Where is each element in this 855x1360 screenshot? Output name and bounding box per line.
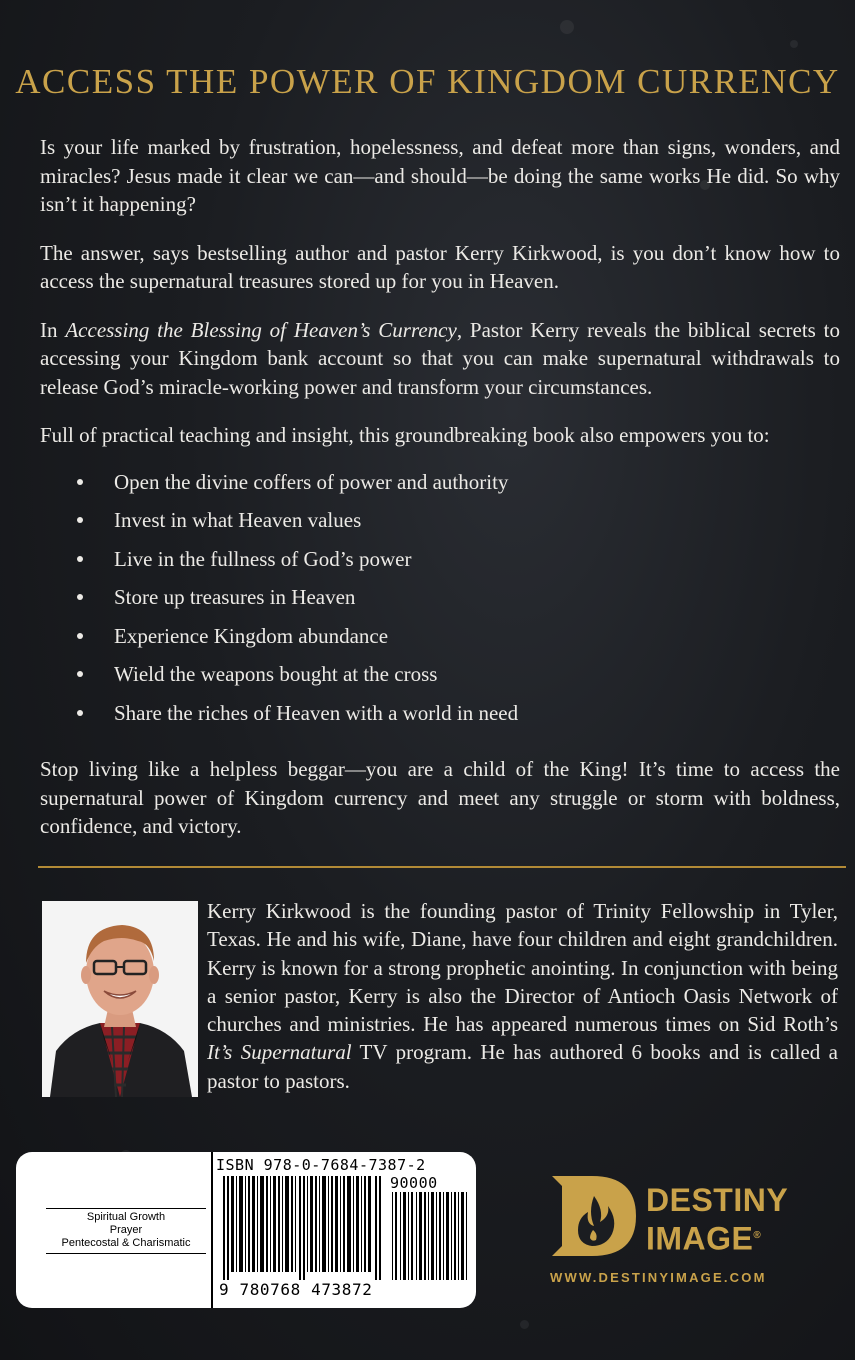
book-title: Accessing the Blessing of Heaven’s Currency xyxy=(65,317,457,342)
isbn-number: ISBN 978-0-7684-7387-2 xyxy=(216,1156,426,1174)
category-item: Prayer xyxy=(109,1224,143,1236)
tv-show-title: It’s Supernatural xyxy=(207,1040,352,1065)
benefit-list xyxy=(40,468,840,738)
bullet-icon xyxy=(77,710,83,716)
addon-barcode-icon xyxy=(392,1192,472,1280)
bio-text: Kerry Kirkwood is the founding pastor of Trinity Fellowship in Tyler, Texas. He and his wife, Diane, have four children and eight grandchildren. Kerry is known for a strong prophetic anointing. In conjunction with being a senior pastor, Kerry is also the Director of Antioch Oasis Network of churches and ministries. He has appeared numerous times on Sid Roth’s xyxy=(207,899,838,1037)
publisher-logo xyxy=(548,1172,828,1292)
bio-text-end: TV program. He has authored 6 books and is called a pastor to pastors. xyxy=(207,1040,838,1093)
bullet-icon xyxy=(77,671,83,677)
list-item xyxy=(40,545,840,584)
bokeh-dot xyxy=(560,20,574,34)
destiny-image-d-flame-icon xyxy=(548,1172,640,1260)
list-item xyxy=(40,468,840,507)
author-photo xyxy=(42,901,198,1097)
barcode-panel xyxy=(16,1152,476,1308)
ean-number: 9 780768 473872 xyxy=(219,1280,373,1299)
intro-paragraph-1: Is your life marked by frustration, hopelessness, and defeat more than signs, wonders, and miracles? Jesus made it clear we can—and should—be doing the same works He did. So why isn’t it happening? xyxy=(40,135,840,216)
list-item xyxy=(40,660,840,699)
intro-paragraph-4: Full of practical teaching and insight, this groundbreaking book also empowers you to: xyxy=(40,423,770,447)
category-item: Spiritual Growth xyxy=(86,1211,166,1223)
list-item xyxy=(40,622,840,661)
bullet-icon xyxy=(77,479,83,485)
intro-paragraph-3 xyxy=(40,316,840,402)
cover-heading: ACCESS THE POWER OF KINGDOM CURRENCY xyxy=(15,62,840,101)
closing-paragraph: Stop living like a helpless beggar—you are a child of the King! It’s time to access the supernatural power of Kingdom currency and meet any struggle or storm with boldness, confidence, and victory. xyxy=(40,757,840,838)
p3-rest: , Pastor Kerry reveals the biblical secrets to accessing your Kingdom bank account so that you can make supernatural withdrawals to release God’s miracle-working power and transform your circumstances. xyxy=(40,317,840,399)
list-item xyxy=(40,699,840,738)
price-code: 90000 xyxy=(390,1174,438,1192)
category-item: Pentecostal & Charismatic xyxy=(61,1237,191,1249)
list-item-text: Experience Kingdom abundance xyxy=(114,623,389,648)
bullet-icon xyxy=(77,556,83,562)
registered-mark: ® xyxy=(753,1230,762,1241)
bullet-icon xyxy=(77,517,83,523)
p3-prefix: In xyxy=(40,317,66,342)
description-block xyxy=(40,133,840,861)
author-bio xyxy=(207,897,838,1095)
list-item-text: Wield the weapons bought at the cross xyxy=(114,662,438,686)
bokeh-dot xyxy=(790,40,798,48)
publisher-name xyxy=(646,1182,788,1257)
list-item-text: Open the divine coffers of power and authority xyxy=(114,469,509,494)
bullet-icon xyxy=(77,633,83,639)
list-item-text: Invest in what Heaven values xyxy=(114,508,362,532)
author-portrait-icon xyxy=(42,901,198,1097)
list-item xyxy=(40,583,840,622)
ean-barcode-icon xyxy=(223,1176,383,1280)
publisher-name-line2 xyxy=(646,1218,788,1257)
panel-divider xyxy=(211,1152,213,1308)
publisher-url: WWW.DESTINYIMAGE.COM xyxy=(550,1270,767,1285)
publisher-name-line2-text: IMAGE xyxy=(646,1220,754,1257)
list-item xyxy=(40,506,840,545)
bokeh-dot xyxy=(520,1320,529,1329)
publisher-name-line1: DESTINY xyxy=(646,1182,789,1218)
list-item-text: Store up treasures in Heaven xyxy=(114,585,356,609)
bullet-icon xyxy=(77,594,83,600)
list-item-text: Share the riches of Heaven with a world in need xyxy=(114,700,519,725)
list-item-text: Live in the fullness of God’s power xyxy=(114,546,412,571)
intro-paragraph-2: The answer, says bestselling author and pastor Kerry Kirkwood, is you don’t know how to access the supernatural treasures stored up for you in Heaven. xyxy=(40,240,840,293)
category-list xyxy=(46,1208,206,1254)
gold-divider xyxy=(38,866,846,868)
